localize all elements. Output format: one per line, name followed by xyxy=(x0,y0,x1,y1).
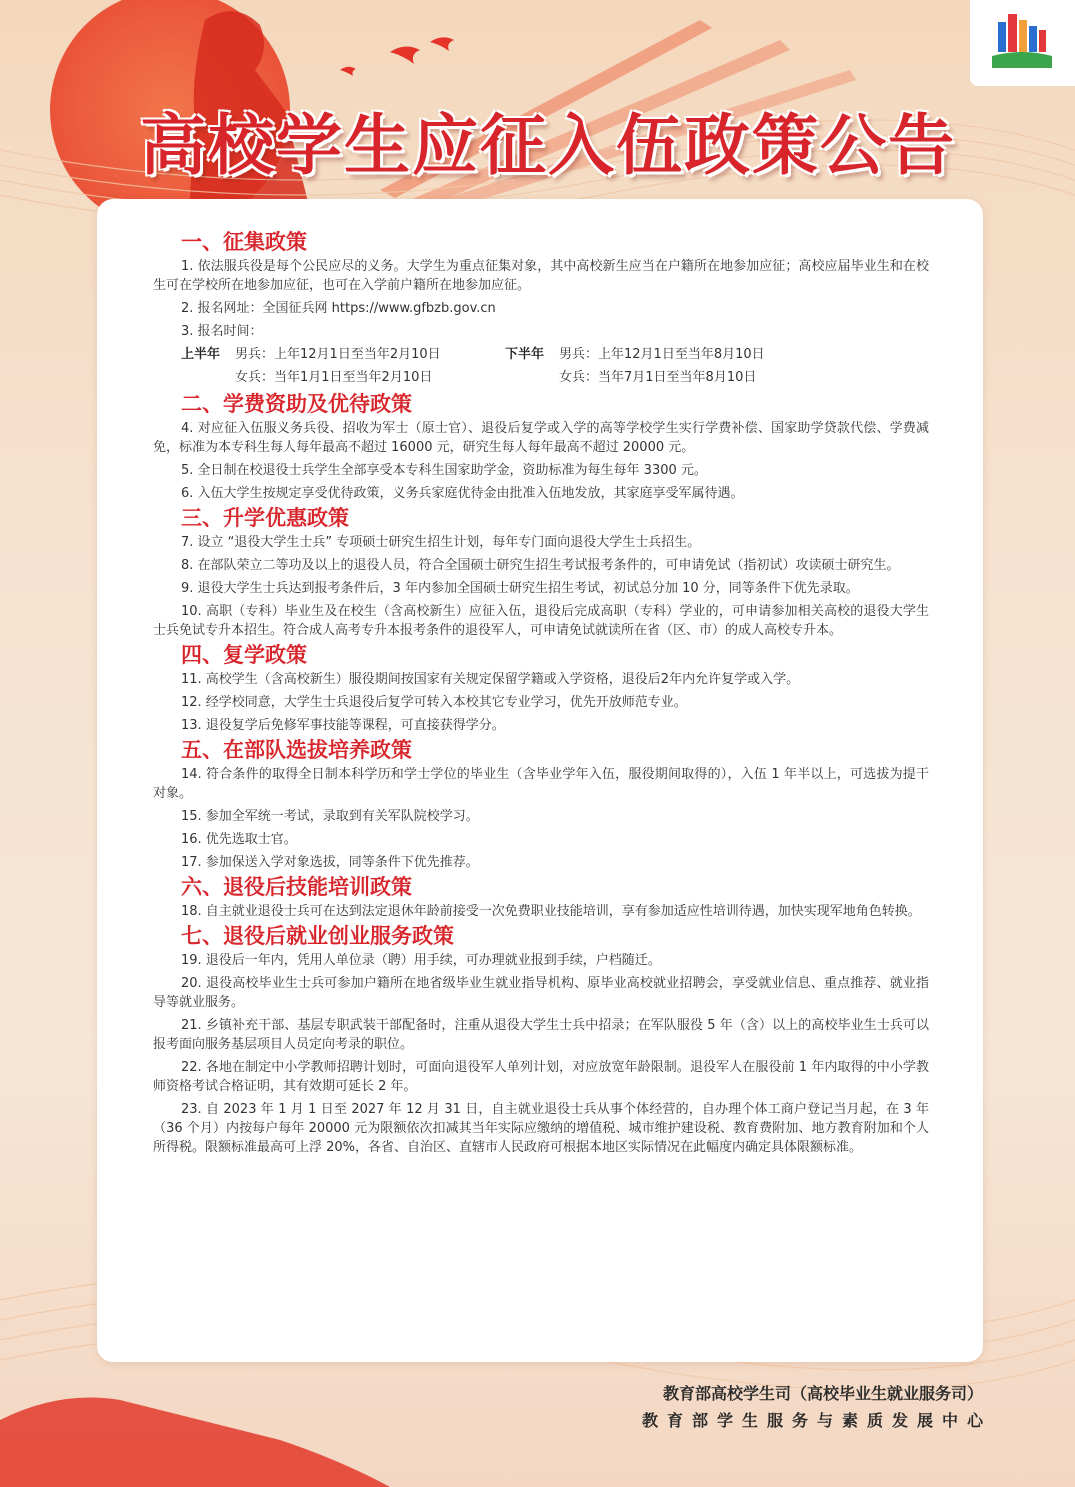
paragraph: 9. 退役大学生士兵达到报考条件后，3 年内参加全国硕士研究生招生考试，初试总分加 10 分，同等条件下优先录取。 xyxy=(181,581,859,596)
page-title: 高校学生应征入伍政策公告 xyxy=(140,106,956,184)
paragraph: 2. 报名网址：全国征兵网 https://www.gfbzb.gov.cn xyxy=(181,301,496,316)
paragraph: 7. 设立 “退役大学生士兵” 专项硕士研究生招生计划，每年专门面向退役大学生士兵招生。 xyxy=(181,535,701,550)
first-half-male: 男兵：上年12月1日至当年2月10日 xyxy=(235,347,441,362)
paragraph: 17. 参加保送入学对象选拔，同等条件下优先推荐。 xyxy=(181,855,479,870)
first-half-label: 上半年 xyxy=(181,347,221,362)
paragraph: 13. 退役复学后免修军事技能等课程，可直接获得学分。 xyxy=(181,718,505,733)
issuer-footer xyxy=(641,1380,992,1434)
paragraph: 4. 对应征入伍服义务兵役、招收为军士（原士官）、退役后复学或入学的高等学校学生实行学费补偿、国家助学贷款代偿、学费减免，标准为本专科生每人每年最高不超过 16000 元，研究生每人每年最高不超过 20000 元。 xyxy=(153,421,929,455)
paragraph: 3. 报名时间： xyxy=(181,324,263,339)
section-heading: 五、在部队选拔培养政策 xyxy=(181,738,412,762)
paragraph: 21. 乡镇补充干部、基层专职武装干部配备时，注重从退役大学生士兵中招录；在军队服役 5 年（含）以上的高校毕业生士兵可以报考面向服务基层项目人员定向考录的职位。 xyxy=(153,1018,929,1052)
paragraph: 16. 优先选取士官。 xyxy=(181,832,297,847)
issuer-line-1: 教育部高校学生司（高校毕业生就业服务司） xyxy=(662,1384,983,1403)
second-half-female: 女兵：当年7月1日至当年8月10日 xyxy=(559,370,757,385)
registration-schedule xyxy=(181,343,929,389)
section-heading: 四、复学政策 xyxy=(181,643,307,667)
first-half-female: 女兵：当年1月1日至当年2月10日 xyxy=(235,370,433,385)
second-half-male: 男兵：上年12月1日至当年8月10日 xyxy=(559,347,765,362)
paragraph: 5. 全日制在校退役士兵学生全部享受本专科生国家助学金，资助标准为每生每年 3300 元。 xyxy=(181,463,707,478)
paragraph: 19. 退役后一年内，凭用人单位录（聘）用手续，可办理就业报到手续，户档随迁。 xyxy=(181,953,661,968)
paragraph: 8. 在部队荣立二等功及以上的退役人员，符合全国硕士研究生招生考试报考条件的，可申请免试（指初试）攻读硕士研究生。 xyxy=(181,558,900,573)
crowd-flag-icon xyxy=(0,1398,390,1487)
paragraph: 22. 各地在制定中小学教师招聘计划时，可面向退役军人单列计划，对应放宽年龄限制。退役军人在服役前 1 年内取得的中小学教师资格考试合格证明，其有效期可延长 2 年。 xyxy=(153,1060,929,1094)
issuer-line-2: 教育部学生服务与素质发展中心 xyxy=(641,1411,992,1430)
paragraph: 18. 自主就业退役士兵可在达到法定退休年龄前接受一次免费职业技能培训，享有参加适应性培训待遇，加快实现军地角色转换。 xyxy=(181,904,921,919)
section-heading: 六、退役后技能培训政策 xyxy=(181,875,412,899)
dove-icon xyxy=(340,67,356,76)
paragraph: 6. 入伍大学生按规定享受优待政策，义务兵家庭优待金由批准入伍地发放，其家庭享受军属待遇。 xyxy=(181,486,744,501)
paragraph: 1. 依法服兵役是每个公民应尽的义务。大学生为重点征集对象，其中高校新生应当在户籍所在地参加应征；高校应届毕业生和在校生可在学校所在地参加应征，也可在入学前户籍所在地参加应征。 xyxy=(153,259,929,293)
section-heading: 七、退役后就业创业服务政策 xyxy=(181,924,454,948)
section-heading: 三、升学优惠政策 xyxy=(181,506,349,530)
paragraph: 23. 自 2023 年 1 月 1 日至 2027 年 12 月 31 日，自主就业退役士兵从事个体经营的，自办理个体工商户登记当月起，在 3 年（36 个月）内按每户每年 20000 元为限额依次扣减其当年实际应缴纳的增值税、城市维护建设税、教育费附加、地方教育附加和个人所得税。限额标准最高可上浮 20%，各省、自治区、直辖市人民政府可根据本地区实际情况在此幅度内确定具体限额标准。 xyxy=(153,1102,929,1155)
paragraph: 10. 高职（专科）毕业生及在校生（含高校新生）应征入伍，退役后完成高职（专科）学业的，可申请参加相关高校的退役大学生士兵免试专升本招生。符合成人高考专升本报考条件的退役军人，可申请免试就读所在省（区、市）的成人高校专升本。 xyxy=(153,604,929,638)
notice-card xyxy=(97,199,983,1362)
paragraph: 20. 退役高校毕业生士兵可参加户籍所在地省级毕业生就业指导机构、原毕业高校就业招聘会，享受就业信息、重点推荐、就业指导等就业服务。 xyxy=(153,976,929,1010)
notice-content xyxy=(153,227,929,1157)
dove-icon xyxy=(390,46,420,64)
paragraph: 12. 经学校同意，大学生士兵退役后复学可转入本校其它专业学习，优先开放师范专业。 xyxy=(181,695,687,710)
paragraph: 14. 符合条件的取得全日制本科学历和学士学位的毕业生（含毕业学年入伍，服役期间取得的），入伍 1 年半以上，可选拔为提干对象。 xyxy=(153,767,929,801)
second-half-label: 下半年 xyxy=(505,347,545,362)
paragraph: 15. 参加全军统一考试，录取到有关军队院校学习。 xyxy=(181,809,479,824)
section-heading: 一、征集政策 xyxy=(181,230,307,254)
paragraph: 11. 高校学生（含高校新生）服役期间按国家有关规定保留学籍或入学资格，退役后2年内允许复学或入学。 xyxy=(181,672,800,687)
section-heading: 二、学费资助及优待政策 xyxy=(181,392,412,416)
city-logo-icon xyxy=(970,0,1075,86)
dove-icon xyxy=(430,37,454,51)
